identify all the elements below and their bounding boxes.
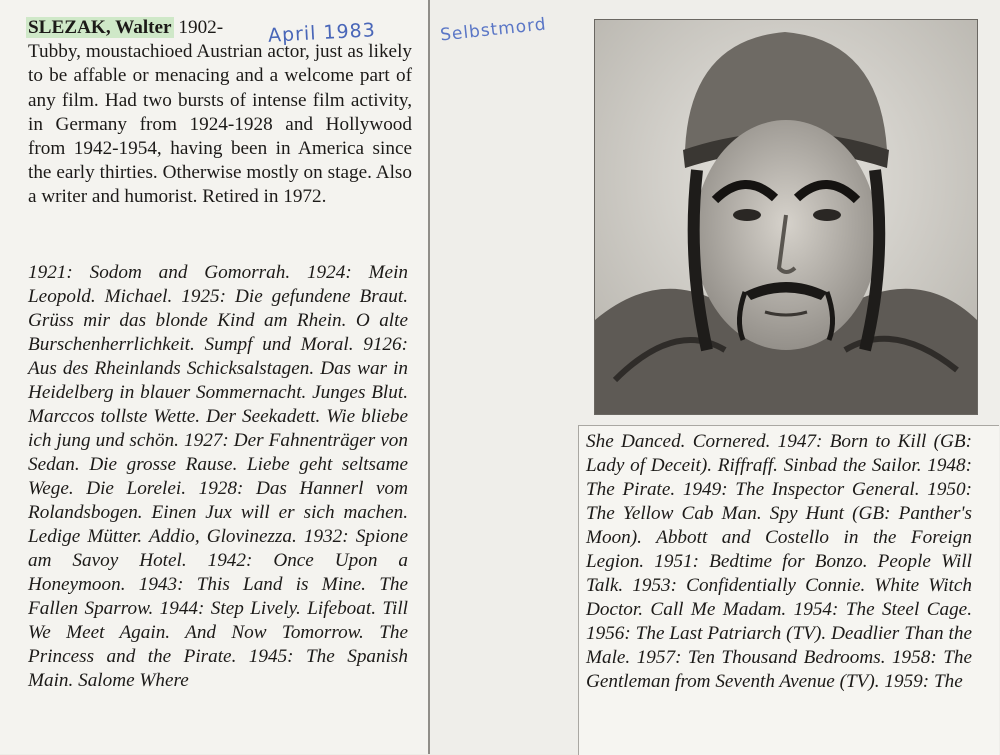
biography-text: [28, 16, 412, 210]
portrait-illustration: [595, 20, 977, 414]
biography-body: Tubby, moustachioed Austrian actor, just as likely to be affable or menacing and a welcome part of any film. Had two bursts of intense film activity, in Germany from 1924-1928 and Hollywood from 1942-1954, having been in America since the early thirties. Otherwise mostly on stage. Also a writer and humorist. Retired in 1972.: [28, 41, 412, 208]
filmography-right: She Danced. Cornered. 1947: Born to Kill (GB: Lady of Deceit). Riffraff. Sinbad the Sailor. 1948: The Pirate. 1949: The Inspector General. 1950: The Yellow Cab Man. Spy Hunt (GB: Panther's Moon). Abbott and Costello in the Foreign Legion. 1951: Bedtime for Bonzo. People Will Talk. 1953: Confidentially Connie. White Witch Doctor. Call Me Madam. 1954: The Steel Cage. 1956: The Last Patriarch (TV). Deadlier Than the Male. 1957: Ten Thousand Bedrooms. 1958: The Gentleman from Seventh Avenue (TV). 1959: The: [586, 431, 972, 692]
handwritten-date: April 1983: [267, 19, 377, 47]
actor-name: SLEZAK, Walter: [28, 17, 172, 38]
portrait-photo: [594, 19, 978, 415]
column-divider: [428, 0, 430, 754]
filmography-left: 1921: Sodom and Gomorrah. 1924: Mein Leopold. Michael. 1925: Die gefundene Braut. Grüss mir das blonde Kind am Rhein. O alte Burschenherrlichkeit. Sumpf und Moral. 9126: Aus des Rheinlands Schicksalstagen. Das war in Heidelberg in blauer Sommernacht. Junges Blut. Marccos tollste Wette. Der Seekadett. Wie bliebe ich jung und schön. 1927: Der Fahnenträger von Sedan. Die grosse Rause. Liebe geht seltsame Wege. Die Lorelei. 1928: Das Hannerl vom Rolandsbogen. Einen Jux will er sich machen. Ledige Mütter. Addio, Glovinezza. 1932: Spione am Savoy Hotel. 1942: Once Upon a Honeymoon. 1943: This Land is Mine. The Fallen Sparrow. 1944: Step Lively. Lifeboat. Till We Meet Again. And Now Tomorrow. The Princess and the Pirate. 1945: The Spanish Main. Salome Where: [28, 262, 408, 691]
birth-year: 1902-: [178, 17, 224, 38]
handwritten-note: Selbstmord: [439, 14, 548, 46]
